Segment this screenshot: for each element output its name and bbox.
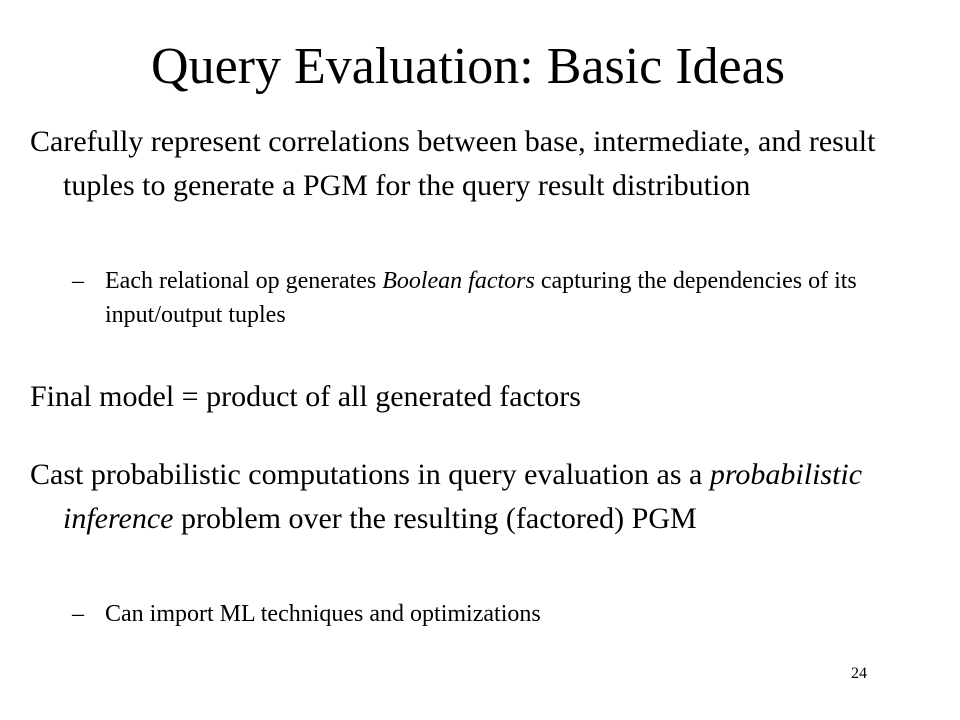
emphasis-boolean-factors: Boolean factors: [382, 268, 535, 294]
page-number: 24: [851, 665, 867, 682]
dash-marker: –: [72, 601, 84, 627]
bullet-inference-text-pre: Cast probabilistic computations in query evaluation as a: [30, 458, 710, 491]
sub-bullet-ml-techniques: [72, 597, 915, 631]
bullet-correlations: [30, 120, 943, 208]
bullet-inference-text-post: problem over the resulting (factored) PGM: [173, 502, 697, 535]
sub-bullet-ml-text: Can import ML techniques and optimizations: [105, 601, 541, 627]
bullet-probabilistic-inference: [30, 453, 943, 541]
bullet-final-model-text: Final model = product of all generated factors: [30, 380, 581, 413]
bullet-final-model: [30, 375, 943, 419]
sub-bullet-text-pre: Each relational op generates: [105, 268, 383, 294]
dash-marker: –: [72, 268, 84, 294]
slide-title: Query Evaluation: Basic Ideas: [151, 38, 785, 95]
emphasis-probabilistic-inference: probabilistic inference: [63, 458, 863, 535]
sub-bullet-boolean-factors: [72, 264, 915, 332]
bullet-correlations-text: Carefully represent correlations between base, intermediate, and result tuples to generate a PGM for the query result distribution: [30, 125, 876, 202]
sub-bullet-text-post: capturing the dependencies of its input/output tuples: [105, 268, 857, 328]
